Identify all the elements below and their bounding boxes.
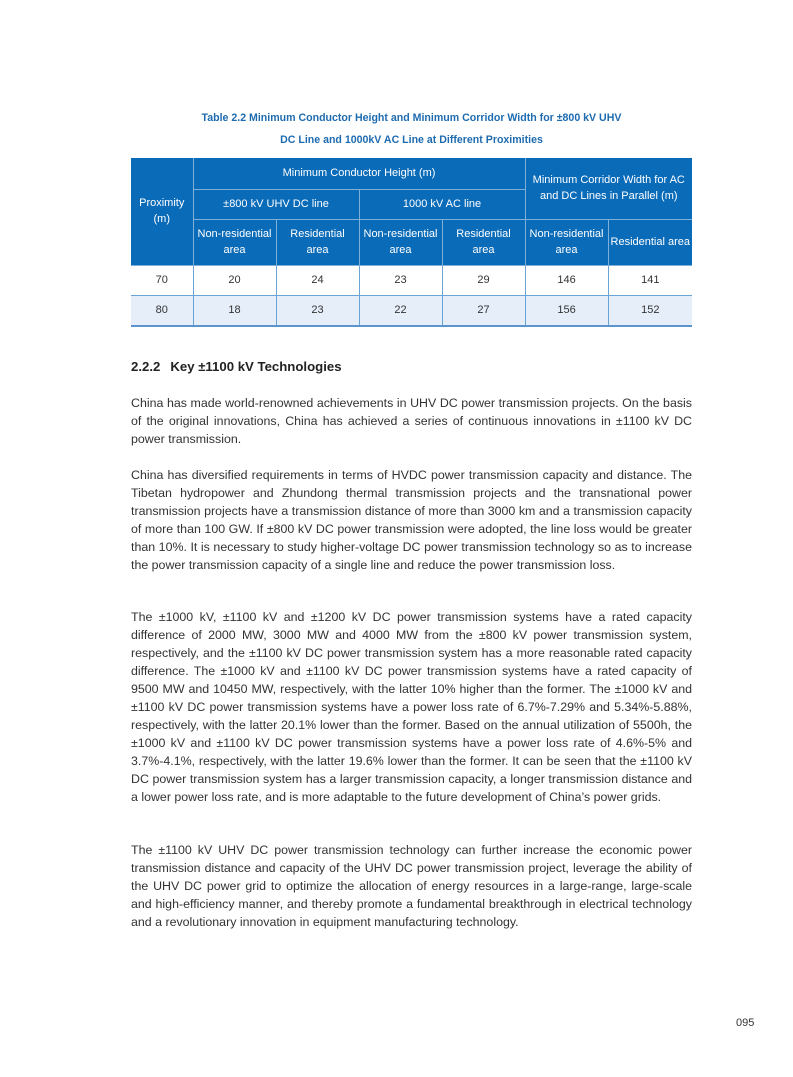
page-number: 095 bbox=[736, 1017, 755, 1029]
header-min-conductor-height: Minimum Conductor Height (m) bbox=[193, 158, 525, 189]
cell-value: 23 bbox=[276, 295, 359, 326]
table-row bbox=[131, 265, 692, 295]
cell-value: 18 bbox=[193, 295, 276, 326]
cell-value: 156 bbox=[525, 295, 608, 326]
body-paragraph: The ±1100 kV UHV DC power transmission technology can further increase the economic power transmission distance and capacity of the UHV DC power transmission project, leverage the ability of the UHV DC power grid to optimize the allocation of energy resources in a large-range, large-scale and high-efficiency manner, and thereby promote a fundamental breakthrough in electrical technology and a revolutionary innovation in equipment manufacturing technology. bbox=[131, 843, 692, 929]
cell-value: 27 bbox=[442, 295, 525, 326]
table-caption-line2: DC Line and 1000kV AC Line at Different Proximities bbox=[280, 134, 543, 146]
header-min-corridor-width: Minimum Corridor Width for AC and DC Lines in Parallel (m) bbox=[525, 158, 692, 219]
cell-value: 29 bbox=[442, 265, 525, 295]
cell-value: 141 bbox=[608, 265, 692, 295]
cell-value: 24 bbox=[276, 265, 359, 295]
cell-value: 23 bbox=[359, 265, 442, 295]
section-title: Key ±1100 kV Technologies bbox=[170, 359, 342, 374]
header-sub-residential: Residential area bbox=[608, 219, 692, 265]
header-dc-line: ±800 kV UHV DC line bbox=[193, 189, 359, 219]
section-heading bbox=[131, 359, 342, 374]
cell-proximity: 80 bbox=[131, 295, 193, 326]
header-proximity: Proximity (m) bbox=[131, 158, 193, 265]
body-paragraph: China has made world-renowned achievements in UHV DC power transmission projects. On the basis of the original innovations, China has achieved a series of continuous innovations in ±1100 kV DC power transmission. bbox=[131, 396, 692, 446]
cell-proximity: 70 bbox=[131, 265, 193, 295]
header-ac-line: 1000 kV AC line bbox=[359, 189, 525, 219]
cell-value: 152 bbox=[608, 295, 692, 326]
header-sub-nonresidential: Non-residential area bbox=[193, 219, 276, 265]
cell-value: 20 bbox=[193, 265, 276, 295]
table-caption-line1: Table 2.2 Minimum Conductor Height and Minimum Corridor Width for ±800 kV UHV bbox=[201, 112, 622, 124]
conductor-height-table bbox=[131, 158, 692, 327]
cell-value: 22 bbox=[359, 295, 442, 326]
header-sub-residential: Residential area bbox=[276, 219, 359, 265]
cell-value: 146 bbox=[525, 265, 608, 295]
header-sub-residential: Residential area bbox=[442, 219, 525, 265]
body-paragraph: China has diversified requirements in terms of HVDC power transmission capacity and distance. The Tibetan hydropower and Zhundong thermal transmission projects and the transnational power transmission projects have a transmission distance of more than 3000 km and a transmission capacity of more than 100 GW. If ±800 kV DC power transmission were adopted, the line loss would be greater than 10%. It is necessary to study higher-voltage DC power transmission technology so as to increase the power transmission capacity of a single line and reduce the power transmission loss. bbox=[131, 468, 692, 572]
body-paragraph: The ±1000 kV, ±1100 kV and ±1200 kV DC power transmission systems have a rated capacity difference of 2000 MW, 3000 MW and 4000 MW from the ±800 kV power transmission system, respectively, and the ±1100 kV DC power transmission system has a more reasonable rated capacity difference. The ±1000 kV and ±1100 kV DC power transmission systems have a rated capacity of 9500 MW and 10450 MW, respectively, with the latter 10% higher than the former. The ±1000 kV and ±1100 kV DC power transmission systems have a power loss rate of 6.7%-7.29% and 5.34%-5.88%, respectively, with the latter 20.1% lower than the former. Based on the annual utilization of 5500h, the ±1000 kV and ±1100 kV DC power transmission systems have a power loss rate of 4.6%-5% and 3.7%-4.1%, respectively, with the latter 19.6% lower than the former. It can be seen that the ±1100 kV DC power transmission system has a larger transmission capacity, a longer transmission distance and a lower power loss rate, and is more adaptable to the future development of China’s power grids. bbox=[131, 610, 692, 804]
header-sub-nonresidential: Non-residential area bbox=[525, 219, 608, 265]
table-row bbox=[131, 295, 692, 326]
header-sub-nonresidential: Non-residential area bbox=[359, 219, 442, 265]
section-number: 2.2.2 bbox=[131, 359, 161, 374]
